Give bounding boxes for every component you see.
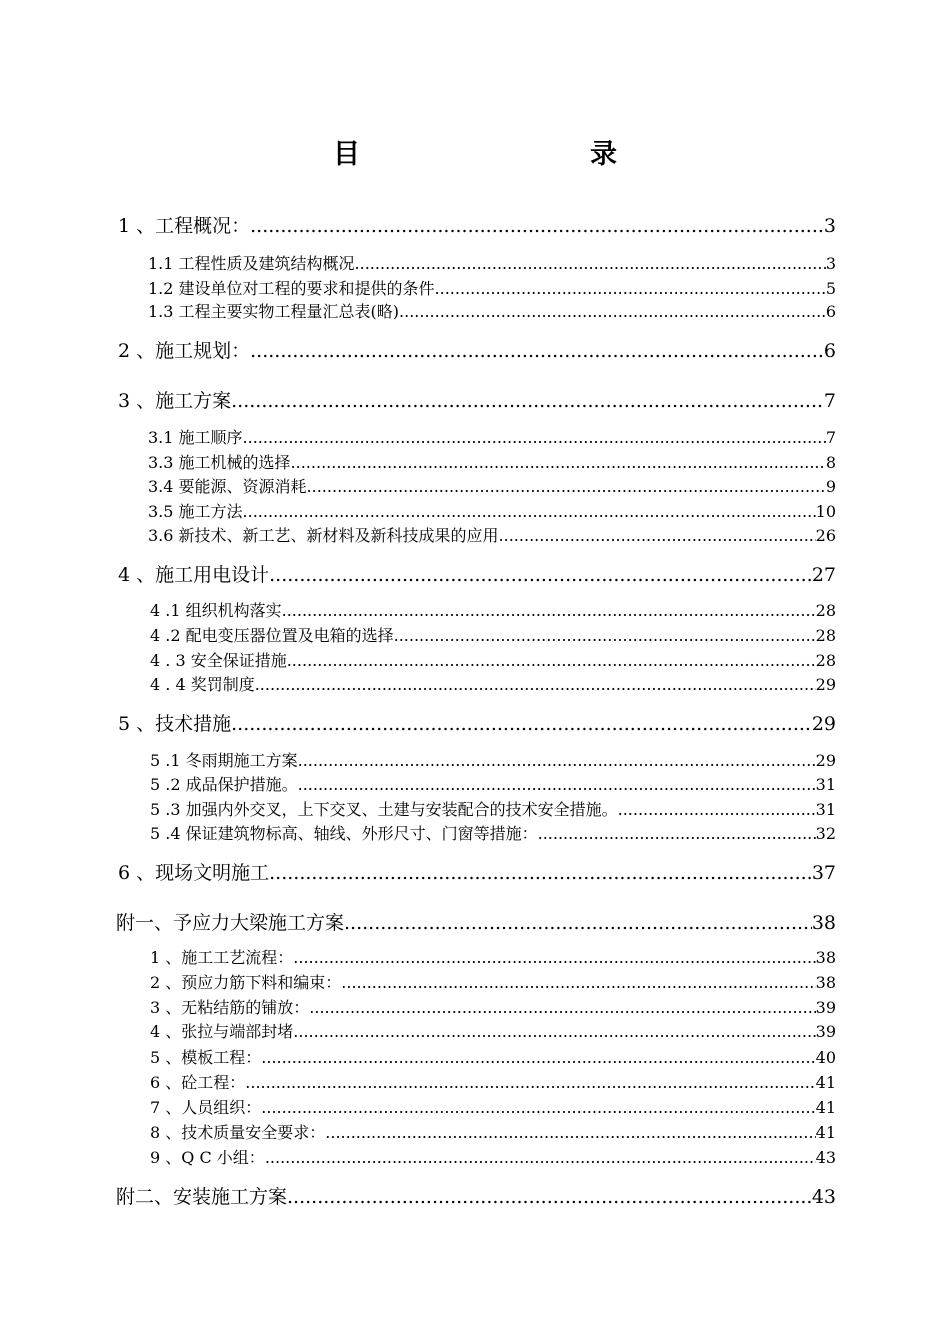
toc-entry-label: 3.6 新技术、新工艺、新材料及新科技成果的应用: [148, 526, 499, 545]
toc-title: [0, 132, 950, 172]
toc-entry[interactable]: [150, 1096, 836, 1120]
toc-entry[interactable]: [150, 624, 836, 648]
toc-entry-label: 4 .1 组织机构落实: [150, 601, 282, 620]
toc-entry-page-number: 41: [815, 1098, 836, 1117]
dot-leader: [298, 749, 816, 773]
dot-leader: [325, 1121, 815, 1145]
toc-entry-page-number: 7: [825, 428, 836, 447]
dot-leader: [245, 1071, 815, 1095]
toc-entry[interactable]: [150, 946, 836, 970]
toc-entry[interactable]: [150, 798, 836, 822]
toc-entry[interactable]: [116, 1183, 836, 1211]
toc-entry-page-number: 31: [815, 775, 836, 794]
dot-leader: [399, 300, 826, 324]
toc-entry-label: 2 、施工规划：: [118, 340, 251, 362]
toc-entry[interactable]: [148, 524, 836, 548]
toc-entry-page-number: 28: [815, 626, 836, 645]
toc-entry-page-number: 41: [815, 1073, 836, 1092]
toc-entry[interactable]: [148, 277, 836, 301]
toc-entry[interactable]: [116, 909, 836, 937]
toc-entry-label: 1 、工程概况：: [118, 215, 251, 237]
toc-entry-page-number: 29: [811, 713, 836, 735]
toc-entry-label: 3.3 施工机械的选择: [148, 453, 291, 472]
toc-entry-page-number: 31: [815, 800, 836, 819]
dot-leader: [307, 475, 826, 499]
toc-entry-label: 5 .3 加强内外交叉，上下交叉、土建与安装配合的技术安全措施。: [150, 800, 618, 819]
toc-entry-label: 5 .1 冬雨期施工方案: [150, 751, 298, 770]
dot-leader: [255, 673, 816, 697]
toc-entry[interactable]: [148, 475, 836, 499]
dot-leader: [265, 1146, 816, 1170]
toc-entry-page-number: 29: [815, 675, 836, 694]
toc-entry-label: 3.1 施工顺序: [148, 428, 243, 447]
dot-leader: [293, 1020, 815, 1044]
toc-entry-label: 5 .2 成品保护措施。: [150, 775, 298, 794]
toc-title-char-1: 目: [333, 139, 360, 170]
toc-entry-page-number: 5: [825, 279, 836, 298]
toc-entry-page-number: 28: [815, 601, 836, 620]
toc-entry-label: 2 、预应力筋下料和编束：: [150, 973, 342, 992]
toc-entry-label: 1.1 工程性质及建筑结构概况: [148, 254, 355, 273]
dot-leader: [250, 337, 824, 365]
toc-entry-page-number: 3: [823, 215, 836, 237]
toc-entry-page-number: 39: [815, 998, 836, 1017]
toc-entry-label: 7 、人员组织：: [150, 1098, 262, 1117]
toc-entry-label: 4 、张拉与端部封堵: [150, 1022, 294, 1041]
toc-entry-label: 3.5 施工方法: [148, 502, 243, 521]
toc-entry-page-number: 40: [815, 1048, 836, 1067]
toc-entry[interactable]: [148, 451, 836, 475]
toc-entry[interactable]: [118, 337, 836, 365]
toc-entry-page-number: 38: [815, 973, 836, 992]
dot-leader: [269, 859, 812, 887]
toc-entry[interactable]: [148, 300, 836, 324]
dot-leader: [435, 277, 826, 301]
toc-entry-label: 3 、无粘结筋的铺放：: [150, 998, 310, 1017]
toc-entry[interactable]: [148, 252, 836, 276]
dot-leader: [231, 387, 824, 415]
toc-entry[interactable]: [118, 859, 836, 887]
toc-entry[interactable]: [148, 426, 836, 450]
toc-entry-page-number: 8: [825, 453, 836, 472]
toc-entry-page-number: 26: [815, 526, 836, 545]
toc-entry-label: 3.4 要能源、资源消耗: [148, 477, 307, 496]
toc-entry-label: 附二、安装施工方案: [116, 1186, 288, 1208]
dot-leader: [287, 1183, 812, 1211]
toc-entry[interactable]: [150, 1071, 836, 1095]
toc-entry[interactable]: [118, 710, 836, 738]
toc-entry-page-number: 29: [815, 751, 836, 770]
toc-entry-label: 6 、现场文明施工: [118, 862, 270, 884]
dot-leader: [309, 996, 815, 1020]
toc-entry[interactable]: [148, 500, 836, 524]
toc-entry-label: 1.2 建设单位对工程的要求和提供的条件: [148, 279, 435, 298]
toc-entry-label: 3 、施工方案: [118, 390, 232, 412]
toc-entry-page-number: 37: [811, 862, 836, 884]
toc-entry-page-number: 6: [823, 340, 836, 362]
dot-leader: [344, 909, 812, 937]
toc-entry[interactable]: [150, 1046, 836, 1070]
toc-entry[interactable]: [150, 649, 836, 673]
toc-entry-label: 5 .4 保证建筑物标高、轴线、外形尺寸、门窗等措施：: [150, 824, 538, 843]
toc-entry-label: 8 、技术质量安全要求：: [150, 1123, 326, 1142]
dot-leader: [287, 649, 816, 673]
toc-entry-page-number: 10: [815, 502, 836, 521]
toc-title-char-2: 录: [590, 139, 617, 170]
toc-entry[interactable]: [118, 387, 836, 415]
dot-leader: [298, 773, 816, 797]
toc-entry-page-number: 38: [811, 912, 836, 934]
dot-leader: [269, 561, 812, 589]
toc-entry-page-number: 6: [825, 302, 836, 321]
toc-entry[interactable]: [150, 1121, 836, 1145]
toc-entry-label: 5 、技术措施: [118, 713, 232, 735]
toc-entry[interactable]: [150, 1020, 836, 1044]
dot-leader: [243, 500, 816, 524]
dot-leader: [538, 822, 816, 846]
dot-leader: [261, 1046, 815, 1070]
dot-leader: [291, 451, 826, 475]
toc-entry-label: 附一、予应力大梁施工方案: [116, 912, 345, 934]
toc-entry-page-number: 39: [815, 1022, 836, 1041]
toc-entry-page-number: 43: [815, 1148, 836, 1167]
toc-entry-label: 4 . 3 安全保证措施: [150, 651, 287, 670]
dot-leader: [250, 212, 824, 240]
dot-leader: [355, 252, 826, 276]
toc-entry-label: 4 .2 配电变压器位置及电箱的选择: [150, 626, 394, 645]
toc-entry[interactable]: [150, 822, 836, 846]
dot-leader: [499, 524, 816, 548]
toc-entry[interactable]: [150, 673, 836, 697]
toc-entry[interactable]: [118, 212, 836, 240]
toc-entry-page-number: 28: [815, 651, 836, 670]
toc-entry-page-number: 43: [811, 1186, 836, 1208]
toc-entry-label: 4 . 4 奖罚制度: [150, 675, 255, 694]
toc-entry-label: 5 、模板工程：: [150, 1048, 262, 1067]
dot-leader: [261, 1096, 815, 1120]
dot-leader: [293, 946, 815, 970]
toc-entry-label: 1.3 工程主要实物工程量汇总表(略): [148, 302, 400, 321]
toc-entry-page-number: 9: [825, 477, 836, 496]
toc-entry-page-number: 38: [815, 948, 836, 967]
toc-entry-page-number: 7: [823, 390, 836, 412]
toc-entry-page-number: 41: [815, 1123, 836, 1142]
dot-leader: [618, 798, 816, 822]
toc-entry[interactable]: [150, 971, 836, 995]
toc-entry[interactable]: [150, 1146, 836, 1170]
dot-leader: [231, 710, 812, 738]
dot-leader: [394, 624, 816, 648]
toc-entry[interactable]: [150, 996, 836, 1020]
toc-entry-label: 6 、砼工程：: [150, 1073, 246, 1092]
toc-entry[interactable]: [150, 599, 836, 623]
toc-entry-page-number: 3: [825, 254, 836, 273]
toc-entry[interactable]: [150, 749, 836, 773]
toc-entry-page-number: 27: [811, 564, 836, 586]
toc-entry[interactable]: [118, 561, 836, 589]
dot-leader: [341, 971, 815, 995]
toc-entry-label: 4 、施工用电设计: [118, 564, 270, 586]
dot-leader: [243, 426, 826, 450]
toc-entry[interactable]: [150, 773, 836, 797]
toc-entry-label: 9 、Q C 小组：: [150, 1148, 265, 1167]
toc-entry-label: 1 、施工工艺流程：: [150, 948, 294, 967]
dot-leader: [282, 599, 816, 623]
toc-entry-page-number: 32: [815, 824, 836, 843]
